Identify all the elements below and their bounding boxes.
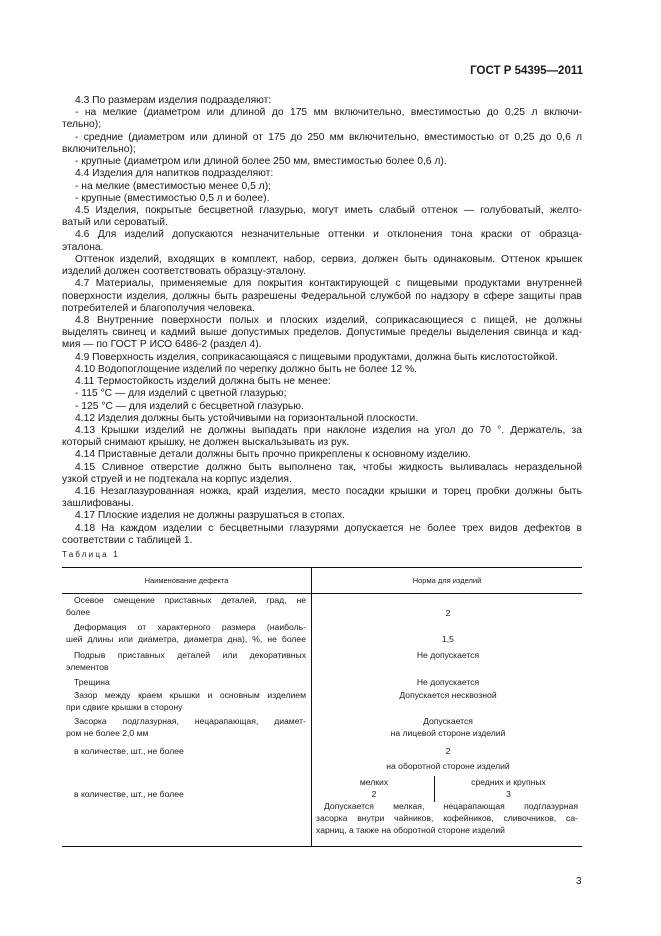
row6-norm-cont: на лицевой стороне изделий [390,728,506,738]
text-line: Оттенок изделий, входящих в комплект, набор, сервиз, должен быть одинаковым. Оттенок крышек [75,253,582,265]
defects-table [62,567,582,847]
table-caption: Таблица 1 [62,550,120,559]
text-line: потребителей и благополучия человека. [62,302,255,314]
text-line: - 125 °С — для изделий с бесцветной глазурью. [75,400,304,412]
header-defect-name: Наименование дефекта [144,576,229,585]
text-line: 4.11 Термостойкость изделий должна быть не менее: [75,376,331,388]
row1-defect: Осевое смещение приставных деталей, град, не [74,595,306,605]
row4-norm: Не допускается [416,677,480,687]
text-line: 4.13 Крышки изделий не должны выпадать при наклоне изделия на угол до 70 °. Держатель, за [75,424,582,436]
row2-defect: Деформация от характерного размера (наиболь- [74,622,306,632]
text-line: 4.14 Приставные детали должны быть прочно прикреплены к основному изделию. [75,449,471,461]
text-line: 4.5 Изделия, покрытые бесцветной глазурью, могут иметь слабый оттенок — голубоватый, желто- [75,204,582,216]
text-line: 4.8 Внутренние поверхности полых и плоских изделий, соприкасающиеся с пищей, не должны [75,314,582,326]
text-line: 4.3 По размерам изделия подразделяют: [75,95,272,106]
text-line: выделять свинец и кадмий выше допустимых пределов. Допустимые пределы выделения свинца и кад- [62,327,582,339]
row5-defect-cont: при сдвиге крышки в сторону [66,702,183,712]
row7-norm: 2 [445,746,451,756]
text-line: 4.16 Незаглазурованная ножка, край изделия, место посадки крышки и торец пробки должны быть [75,486,582,498]
row10-norm-end: харниц, а также на оборотной стороне изделий [316,825,505,835]
text-line: - крупные (диаметром или длиной более 250 мм, вместимостью более 0,6 л). [75,156,447,168]
row8-large: средних и крупных [471,777,546,787]
text-line: 4.9 Поверхность изделия, соприкасающаяся с пищевыми продуктами, должна быть кислотостойкой. [75,351,558,363]
row1-norm: 2 [445,608,451,618]
row3-defect-cont: элементов [66,662,109,672]
text-line: - на мелкие (диаметром или длиной до 175 мм включительно, вместимостью до 0,25 л включи- [75,107,582,119]
row5-norm: Допускается несквозной [399,690,497,700]
row4-defect: Трещина [74,677,110,687]
row2-defect-cont: шей длины или диаметра, диаметра дна), %, не более [66,634,306,644]
text-line: 4.7 Материалы, применяемые для покрытия контактирующей с пищевыми продуктами внутренней [75,278,582,290]
text-line: поверхности изделия, должны быть разрешены Федеральной службой по надзору в сфере защиты прав [62,290,582,302]
text-line: 4.12 Изделия должны быть устойчивыми на горизонтальной плоскости. [75,412,419,424]
row7-defect: в количестве, шт., не более [74,746,184,756]
row3-defect: Подрыв приставных деталей или декоративных [74,650,306,660]
row10-norm: Допускается мелкая, нецарапающая подглазурная [324,801,578,811]
row8-norm: на оборотной стороне изделий [386,761,510,771]
text-line: включительно); [62,143,136,155]
text-line: - крупные (вместимостью 0,5 л и более). [75,192,270,204]
row8-small: мелких [359,777,389,787]
row6-defect: Засорка подглазурная, нецарапающая, диамет- [74,716,306,726]
text-line: 4.17 Плоские изделия не должны разрушаться в стопах. [75,510,345,522]
text-line: тельно); [62,119,102,131]
text-line: - средние (диаметром или длиной от 175 до 250 мм включительно, вместимостью от 0,25 до 0,6 л [75,131,582,143]
row9-small: 2 [371,789,377,799]
text-line: который снимают крышку, не должен выскальзывать из рук. [62,437,350,449]
document-header: ГОСТ Р 54395—2011 [470,65,583,77]
text-line: 4.10 Водопоглощение изделий по черепку должно быть не более 12 %. [75,363,417,375]
text-line: мия — по ГОСТ Р ИСО 6486-2 (раздел 4). [62,339,262,351]
row9-large: 3 [506,789,511,799]
text-line: 4.15 Сливное отверстие должно быть выполнено так, чтобы жидкость выливалась нераздельной [75,461,582,473]
text-line: - 115 °С — для изделий с цветной глазурью; [75,388,287,400]
text-line: 4.4 Изделия для напитков подразделяют: [75,168,274,180]
row3-norm: Не допускается [416,650,480,660]
text-line: зашлифованы. [62,498,134,510]
header-norm: Норма для изделий [412,576,482,585]
text-line: - на мелкие (вместимостью менее 0,5 л); [75,180,271,192]
row10-norm-cont: засорка внутри чайников, кофейников, сливочников, са- [316,813,578,823]
column-divider [311,568,312,846]
row6-norm: Допускается [423,716,473,726]
text-line: ватый или сероватый. [62,217,168,229]
page-number: 3 [576,876,582,887]
text-line: изделий должен соответствовать образцу-эталону. [62,266,307,278]
row2-norm: 1,5 [442,634,454,644]
text-line: узкой струей и не подтекала на корпус изделия. [62,473,292,485]
text-line: соответствии с таблицей 1. [62,534,193,546]
text-line: 4.18 На каждом изделии с бесцветными глазурями допускается не более трех видов дефектов в [75,522,582,534]
row9-defect: в количестве, шт., не более [74,789,184,799]
row1-defect-cont: более [66,607,91,617]
text-line: эталона. [62,241,104,253]
row5-defect: Зазор между краем крышки и основным изделием [74,690,306,700]
text-line: 4.6 Для изделий допускаются незначительные оттенки и отклонения тона краски от образца- [75,229,582,241]
row6-defect-cont: ром не более 2,0 мм [66,728,149,738]
